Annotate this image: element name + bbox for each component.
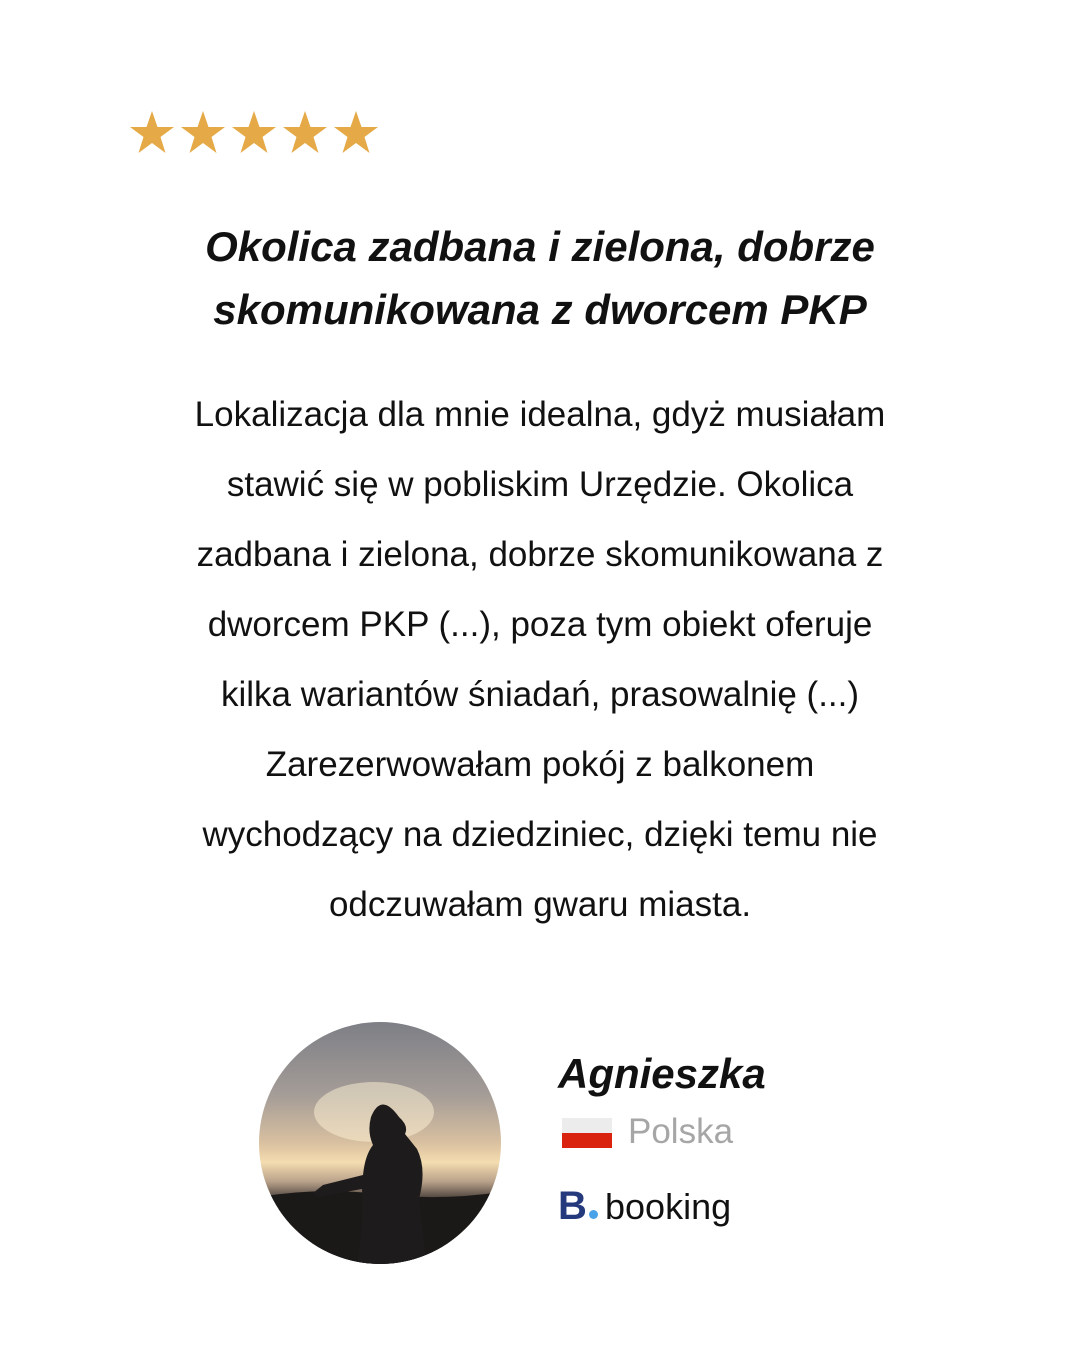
review-source: booking	[605, 1186, 732, 1227]
review-body	[60, 380, 1020, 940]
reviewer-name: Agnieszka	[558, 1050, 766, 1097]
review-body-line: stawić się w pobliskim Urzędzie. Okolica	[226, 465, 854, 504]
review-body-line: kilka wariantów śniadań, prasowalnię (...)	[220, 675, 860, 714]
review-body-line: odczuwałam gwaru miasta.	[328, 885, 752, 924]
star-icon	[331, 108, 381, 158]
booking-logo-letter: B	[558, 1184, 587, 1228]
review-body-line: dworcem PKP (...), poza tym obiekt oferuje	[207, 605, 873, 644]
review-body-line: zadbana i zielona, dobrze skomunikowana z	[196, 535, 884, 574]
star-icon	[280, 108, 330, 158]
star-icon	[127, 108, 177, 158]
reviewer-country: Polska	[628, 1112, 734, 1151]
review-title	[100, 215, 980, 341]
review-body-line: wychodzący na dziedziniec, dzięki temu nie	[202, 815, 878, 854]
star-rating	[127, 108, 381, 158]
review-title-line: Okolica zadbana i zielona, dobrze	[205, 223, 875, 270]
review-body-line: Zarezerwowałam pokój z balkonem	[265, 745, 815, 784]
booking-logo-icon	[558, 1182, 598, 1230]
silhouette-image	[259, 1022, 501, 1264]
star-icon	[178, 108, 228, 158]
poland-flag-icon	[562, 1118, 612, 1148]
review-body-line: Lokalizacja dla mnie idealna, gdyż musiałam	[194, 395, 886, 434]
star-icon	[229, 108, 279, 158]
review-title-line: skomunikowana z dworcem PKP	[213, 286, 867, 333]
avatar	[259, 1022, 501, 1264]
